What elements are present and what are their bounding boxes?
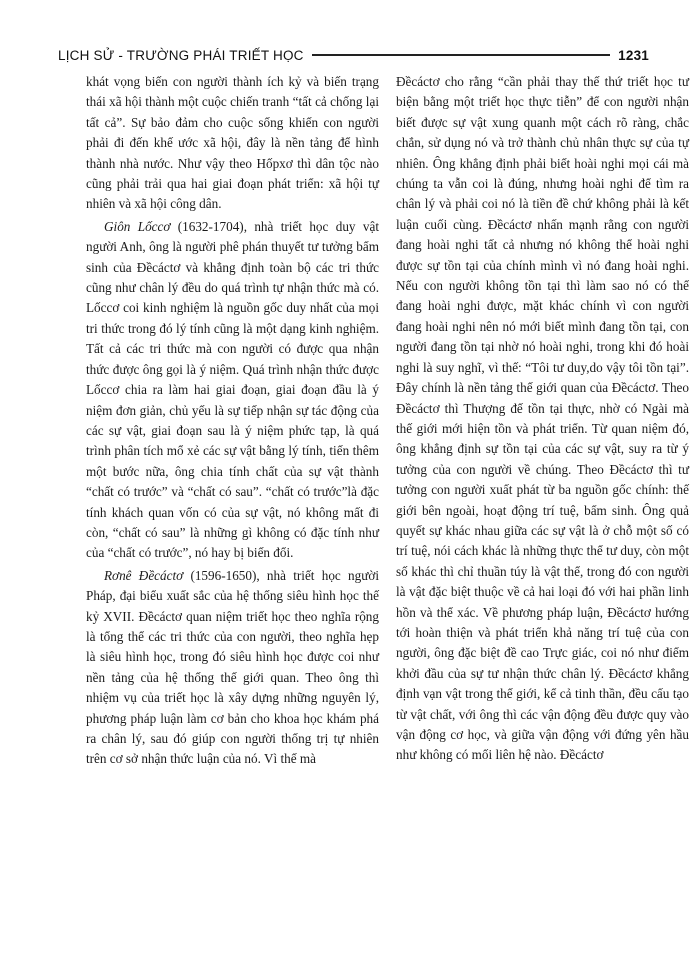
- person-name-descartes: Rơnê Đềcáctơ: [104, 567, 184, 583]
- paragraph-hobbes-continued: khát vọng biến con người thành ích kỷ và biến trạng thái xã hội thành một cuộc chiến tranh “tất cả chống lại tất cả”. Sự bảo đảm cho cuộc sống khiến con người phải đi đến khế ước xã hội, đây là nền tảng để hình thành nhà nước. Như vậy theo Hốpxơ thì dân tộc nào cũng phải trải qua hai giai đoạn phát triển: xã hội tự nhiên và xã hội công dân.: [86, 74, 379, 212]
- running-title: LỊCH SỬ - TRƯỜNG PHÁI TRIẾT HỌC: [58, 47, 304, 63]
- paragraph-descartes-continued: Đềcáctơ cho rằng “cần phải thay thế thứ triết học tư biện bằng một triết học thực tiễn” để con người nhận biết được sự vật xung quanh một cách rõ ràng, chắc chắn, sử dụng nó và trở thành chủ nhân thực sự của tự nhiên. Ông khẳng định phải biết hoài nghi mọi cái mà chúng ta vẫn coi là đúng, nhưng hoài nghi để tìm ra chân lý và phải coi nó là tiền đề chứ không phải là kết luận cuối cùng. Đềcáctơ nhấn mạnh rằng con người đang hoài nghi tất cả nhưng nó không thể hoài nghi được sự tồn tại của chính mình vì nó đang hoài nghi. Nếu con người không tồn tại thì làm sao nó có thể đang hoài nghi được, mặt khác chính vì con người đang hoài nghi nên nó mới biết mình đang tồn tại, con người đang tồn tại nhờ nó hoài nghi, trong khi đó hoài nghi là suy nghĩ, vì thế: “Tôi tư duy,do vậy tôi tồn tại”. Đây chính là nền tảng thế giới quan của Đềcáctơ. Theo Đềcáctơ thì Thượng đế tồn tại thực, nhờ có Ngài mà thế giới mới hiện tồn và phát triển. Từ quan niệm đó, ông khẳng định sự tồn tại của các sự vật, suy ra từ ý tưởng của con người về chúng. Theo Đềcáctơ thì tư tưởng con người xuất phát từ ba nguồn gốc chính: thế giới bên ngoài, hoạt động trí tuệ, bẩm sinh. Ông quả quyết sự khác nhau giữa các sự vật là ở chỗ một số có trí tuệ, nói cách khác là những thực thể tư duy, còn một số khác thì chỉ thuần túy là vật thể, trong đó con người là vật đặc biệt thuộc về cả hai loại đó với hai phần linh hồn và thể xác. Về phương pháp luận, Đềcáctơ hướng tới hoàn thiện và phát triển khả năng trí tuệ của con người, ông đặc biệt đề cao Trực giác, coi nó như điểm khởi đầu của sự tư nhận thức chân lý. Đềcáctơ khẳng định vạn vật trong thế giới, kể cả tinh thần, đều cấu tạo từ vật chất, với ông thì các vận động đều được quy vào vận động cơ học, và giữa vận động với đứng yên hầu như không có mối liên hệ nào. Đềcáctơ: [396, 74, 689, 763]
- paragraph-locke: [86, 217, 379, 564]
- right-column: [396, 72, 689, 766]
- person-name-locke: Giôn Lốccơ: [104, 218, 171, 234]
- paragraph-descartes: [86, 566, 379, 770]
- paragraph-descartes-text: (1596-1650), nhà triết học người Pháp, đại biểu xuất sắc của hệ thống siêu hình học thế kỷ XVII. Đềcáctơ quan niệm triết học theo nghĩa rộng là tổng thể các tri thức của con người, theo nghĩa hẹp là siêu hình học, trong đó siêu hình học được coi như nền tảng của hệ thống thế giới quan. Theo ông thì nhiệm vụ của triết học là xây dựng những nguyên lý, phương pháp luận làm cơ bản cho khoa học khám phá ra chân lý, sau đó giúp con người thống trị tự nhiên trên cơ sở nhận thức luận của nó. Vì thế mà: [86, 567, 380, 767]
- paragraph-locke-text: (1632-1704), nhà triết học duy vật người Anh, ông là người phê phán thuyết tư tưởng bẩm sinh của Đềcáctơ và khẳng định toàn bộ các tri thức cũng như chân lý đều do quá trình tự nhận thức mà có. Lốccơ coi kinh nghiệm là nguồn gốc duy nhất của mọi tri thức trong đó lý tính cũng là một dạng kinh nghiệm. Tất cả các tri thức mà con người có được qua nhận thức được ông gọi là ý niệm. Quá trình nhận thức được Lốccơ chia ra làm hai giai đoạn, giai đoạn đầu là ý niệm đơn giản, chủ yếu là sự tiếp nhận sự tác động của các sự vật, giai đoạn sau là ý niệm phức tạp, là quá trình phân tích mổ xẻ các sự vật bằng lý tính, tiến thêm một bước nữa, ông chia tính chất của sự vật thành “chất có trước” và “chất có sau”. “chất có trước”là đặc tính khách quan vốn có của sự vật, nó không mất đi còn, “chất có sau” là những gì không có đặc tính như của “chất có trước”, nó hay bị biến đổi.: [86, 218, 379, 561]
- left-column: [86, 72, 379, 770]
- running-header: [58, 46, 649, 64]
- header-rule: [312, 54, 611, 55]
- page-number: 1231: [618, 47, 649, 63]
